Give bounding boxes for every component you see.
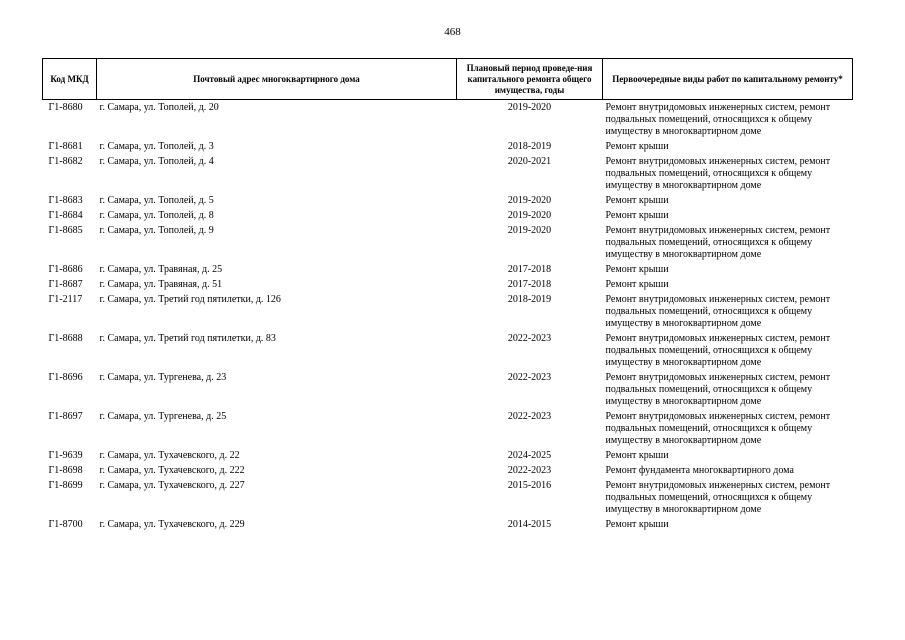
row-code: Г1-8683 xyxy=(48,195,83,206)
row-address: г. Самара, ул. Тополей, д. 4 xyxy=(99,156,214,167)
row-work: Ремонт крыши xyxy=(605,141,669,152)
row-code: Г1-8685 xyxy=(48,225,83,236)
row-code: Г1-8698 xyxy=(48,465,83,476)
row-work: Ремонт крыши xyxy=(605,264,669,275)
table-row xyxy=(43,195,853,210)
row-work: Ремонт внутридомовых инженерных систем, ремонт подвальных помещений, относящихся к общему имуществу в многоквартирном доме xyxy=(605,372,831,407)
row-period: 2014-2015 xyxy=(507,519,552,530)
row-period: 2018-2019 xyxy=(507,141,552,152)
row-period: 2020-2021 xyxy=(507,156,552,167)
table-row xyxy=(43,480,853,519)
row-period: 2018-2019 xyxy=(507,294,552,305)
capital-repair-table xyxy=(42,58,853,534)
row-work: Ремонт крыши xyxy=(605,195,669,206)
row-work: Ремонт внутридомовых инженерных систем, ремонт подвальных помещений, относящихся к общему имуществу в многоквартирном доме xyxy=(605,156,831,191)
row-work: Ремонт внутридомовых инженерных систем, ремонт подвальных помещений, относящихся к общему имуществу в многоквартирном доме xyxy=(605,225,831,260)
row-period: 2024-2025 xyxy=(507,450,552,461)
row-code: Г1-8687 xyxy=(48,279,83,290)
row-code: Г1-8684 xyxy=(48,210,83,221)
row-code: Г1-8682 xyxy=(48,156,83,167)
row-address: г. Самара, ул. Тургенева, д. 25 xyxy=(99,411,227,422)
row-work: Ремонт крыши xyxy=(605,450,669,461)
row-address: г. Самара, ул. Травяная, д. 25 xyxy=(99,264,223,275)
table-row xyxy=(43,141,853,156)
row-period: 2019-2020 xyxy=(507,225,552,236)
row-address: г. Самара, ул. Тухачевского, д. 222 xyxy=(99,465,245,476)
row-address: г. Самара, ул. Тополей, д. 20 xyxy=(99,102,219,113)
row-code: Г1-8697 xyxy=(48,411,83,422)
table-row xyxy=(43,519,853,534)
table-row xyxy=(43,264,853,279)
row-code: Г1-9639 xyxy=(48,450,83,461)
table-row xyxy=(43,279,853,294)
row-period: 2019-2020 xyxy=(507,210,552,221)
header-works: Первоочередные виды работ по капитальному ремонту* xyxy=(603,59,853,100)
row-period: 2015-2016 xyxy=(507,480,552,491)
row-address: г. Самара, ул. Тополей, д. 9 xyxy=(99,225,214,236)
row-period: 2017-2018 xyxy=(507,264,552,275)
table-row xyxy=(43,210,853,225)
row-work: Ремонт внутридомовых инженерных систем, ремонт подвальных помещений, относящихся к общему имуществу в многоквартирном доме xyxy=(605,411,831,446)
row-period: 2019-2020 xyxy=(507,102,552,113)
header-period: Плановый период проведе-ния капитального ремонта общего имущества, годы xyxy=(457,59,603,100)
row-period: 2022-2023 xyxy=(507,411,552,422)
header-row xyxy=(43,59,853,100)
row-work: Ремонт фундамента многоквартирного дома xyxy=(605,465,794,476)
row-code: Г1-8688 xyxy=(48,333,83,344)
table-row xyxy=(43,465,853,480)
row-address: г. Самара, ул. Тополей, д. 5 xyxy=(99,195,214,206)
row-address: г. Самара, ул. Тухачевского, д. 22 xyxy=(99,450,240,461)
row-work: Ремонт крыши xyxy=(605,210,669,221)
table-row xyxy=(43,225,853,264)
row-address: г. Самара, ул. Тухачевского, д. 227 xyxy=(99,480,245,491)
row-period: 2022-2023 xyxy=(507,333,552,344)
table-row xyxy=(43,156,853,195)
page-number: 468 xyxy=(444,26,461,38)
row-code: Г1-8700 xyxy=(48,519,83,530)
table-body xyxy=(43,100,853,535)
table-row xyxy=(43,100,853,142)
row-period: 2017-2018 xyxy=(507,279,552,290)
row-code: Г1-8699 xyxy=(48,480,83,491)
row-address: г. Самара, ул. Травяная, д. 51 xyxy=(99,279,223,290)
row-address: г. Самара, ул. Тухачевского, д. 229 xyxy=(99,519,245,530)
table-row xyxy=(43,333,853,372)
table-row xyxy=(43,294,853,333)
header-address: Почтовый адрес многоквартирного дома xyxy=(97,59,457,100)
row-period: 2022-2023 xyxy=(507,465,552,476)
row-code: Г1-8686 xyxy=(48,264,83,275)
row-code: Г1-8680 xyxy=(48,102,83,113)
table-row xyxy=(43,411,853,450)
row-code: Г1-2117 xyxy=(48,294,83,305)
row-work: Ремонт внутридомовых инженерных систем, ремонт подвальных помещений, относящихся к общему имуществу в многоквартирном доме xyxy=(605,480,831,515)
table-row xyxy=(43,450,853,465)
row-code: Г1-8681 xyxy=(48,141,83,152)
row-code: Г1-8696 xyxy=(48,372,83,383)
row-period: 2022-2023 xyxy=(507,372,552,383)
row-work: Ремонт внутридомовых инженерных систем, ремонт подвальных помещений, относящихся к общему имуществу в многоквартирном доме xyxy=(605,333,831,368)
row-address: г. Самара, ул. Тополей, д. 3 xyxy=(99,141,214,152)
table-header xyxy=(43,59,853,100)
row-work: Ремонт внутридомовых инженерных систем, ремонт подвальных помещений, относящихся к общему имуществу в многоквартирном доме xyxy=(605,102,831,137)
header-code: Код МКД xyxy=(43,59,97,100)
table-row xyxy=(43,372,853,411)
row-period: 2019-2020 xyxy=(507,195,552,206)
row-work: Ремонт крыши xyxy=(605,279,669,290)
row-address: г. Самара, ул. Третий год пятилетки, д. 126 xyxy=(99,294,281,305)
row-address: г. Самара, ул. Тургенева, д. 23 xyxy=(99,372,227,383)
row-work: Ремонт крыши xyxy=(605,519,669,530)
row-address: г. Самара, ул. Тополей, д. 8 xyxy=(99,210,214,221)
row-address: г. Самара, ул. Третий год пятилетки, д. 83 xyxy=(99,333,276,344)
row-work: Ремонт внутридомовых инженерных систем, ремонт подвальных помещений, относящихся к общему имуществу в многоквартирном доме xyxy=(605,294,831,329)
